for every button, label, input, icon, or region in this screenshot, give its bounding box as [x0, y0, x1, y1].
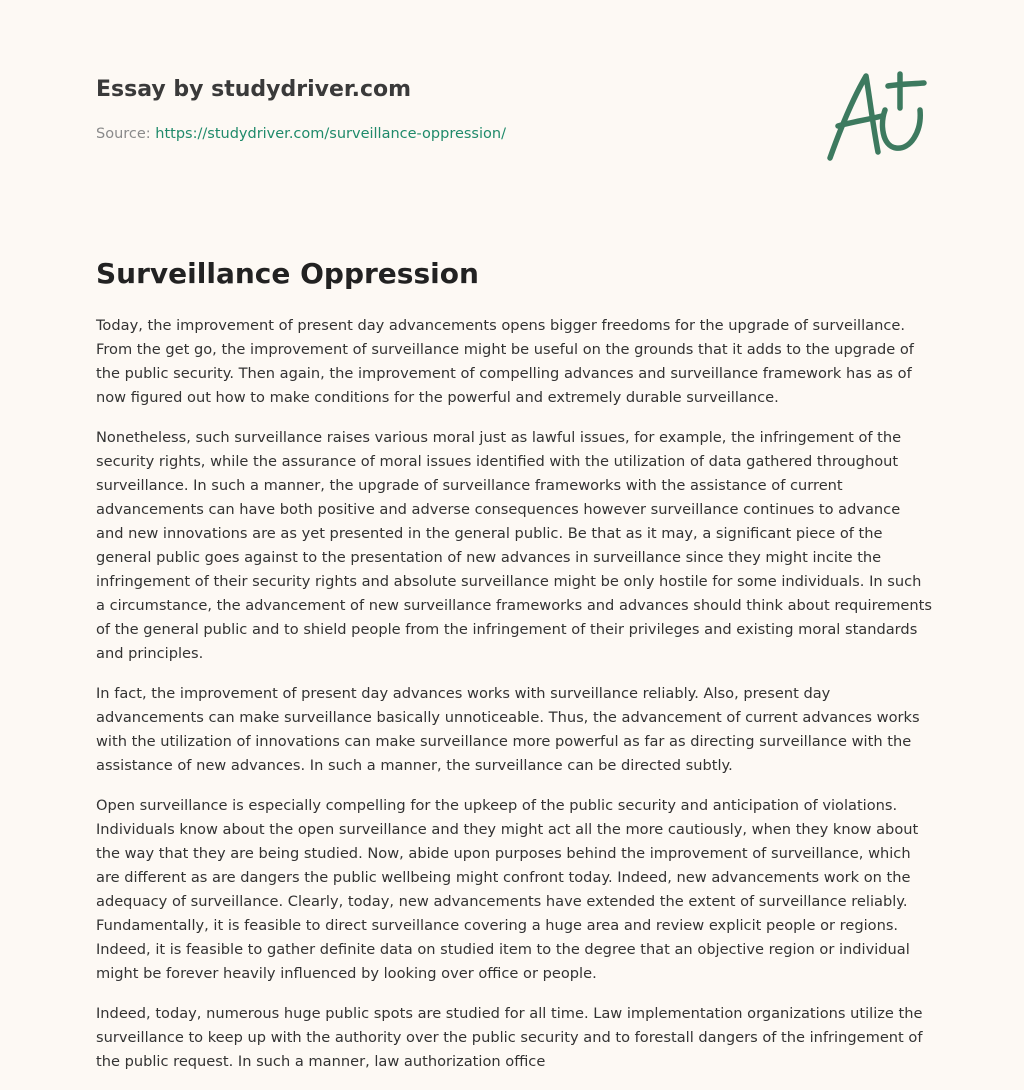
essay-paragraph: In fact, the improvement of present day advances works with surveillance reliably. Also, present day advancements can make surveillance basically unnoticeable. Thus, the advancement of current advances works with the utilization of innovations can make surveillance more powerful as far as directing surveillance with the assistance of new advances. In such a manner, the surveillance can be directed subtly.: [96, 685, 920, 774]
essay-title: Surveillance Oppression: [96, 257, 479, 290]
essay-paragraph: Open surveillance is especially compelling for the upkeep of the public security and anticipation of violations. Individuals know about the open surveillance and they might act all the more cautiously, when they know about the way that they are being studied. Now, abide upon purposes behind the improvement of surveillance, which are different as are dangers the public wellbeing might confront today. Indeed, new advancements work on the adequacy of surveillance. Clearly, today, new advancements have extended the extent of surveillance reliably. Fundamentally, it is feasible to direct surveillance covering a huge area and review explicit people or regions. Indeed, it is feasible to gather definite data on studied item to the degree that an objective region or individual might be forever heavily influenced by looking over office or people.: [96, 797, 919, 982]
a-plus-logo-icon: [818, 66, 928, 166]
essay-body: [96, 314, 932, 1090]
essay-paragraph: Indeed, today, numerous huge public spots are studied for all time. Law implementation organizations utilize the surveillance to keep up with the authority over the public security and to forestall dangers of the infringement of the public request. In such a manner, law authorization office: [96, 1005, 923, 1070]
source-label: Source:: [96, 126, 151, 142]
essay-paragraph: Today, the improvement of present day advancements opens bigger freedoms for the upgrade of surveillance. From the get go, the improvement of surveillance might be useful on the grounds that it adds to the upgrade of the public security. Then again, the improvement of compelling advances and surveillance framework has as of now figured out how to make conditions for the powerful and extremely durable surveillance.: [96, 317, 914, 406]
essay-paragraph: Nonetheless, such surveillance raises various moral just as lawful issues, for example, the infringement of the security rights, while the assurance of moral issues identified with the utilization of data gathered throughout surveillance. In such a manner, the upgrade of surveillance frameworks with the assistance of current advancements can have both positive and adverse consequences however surveillance continues to advance and new innovations are as yet presented in the general public. Be that as it may, a significant piece of the general public goes against to the presentation of new advances in surveillance since they might incite the infringement of their security rights and absolute surveillance might be only hostile for some individuals. In such a circumstance, the advancement of new surveillance frameworks and advances should think about requirements of the general public and to shield people from the infringement of their privileges and existing moral standards and principles.: [96, 429, 932, 662]
site-brand: Essay by studydriver.com: [96, 77, 412, 102]
essay-header: [96, 74, 796, 144]
source-link[interactable]: https://studydriver.com/surveillance-oppression/: [155, 126, 506, 142]
source-line: [96, 124, 796, 144]
